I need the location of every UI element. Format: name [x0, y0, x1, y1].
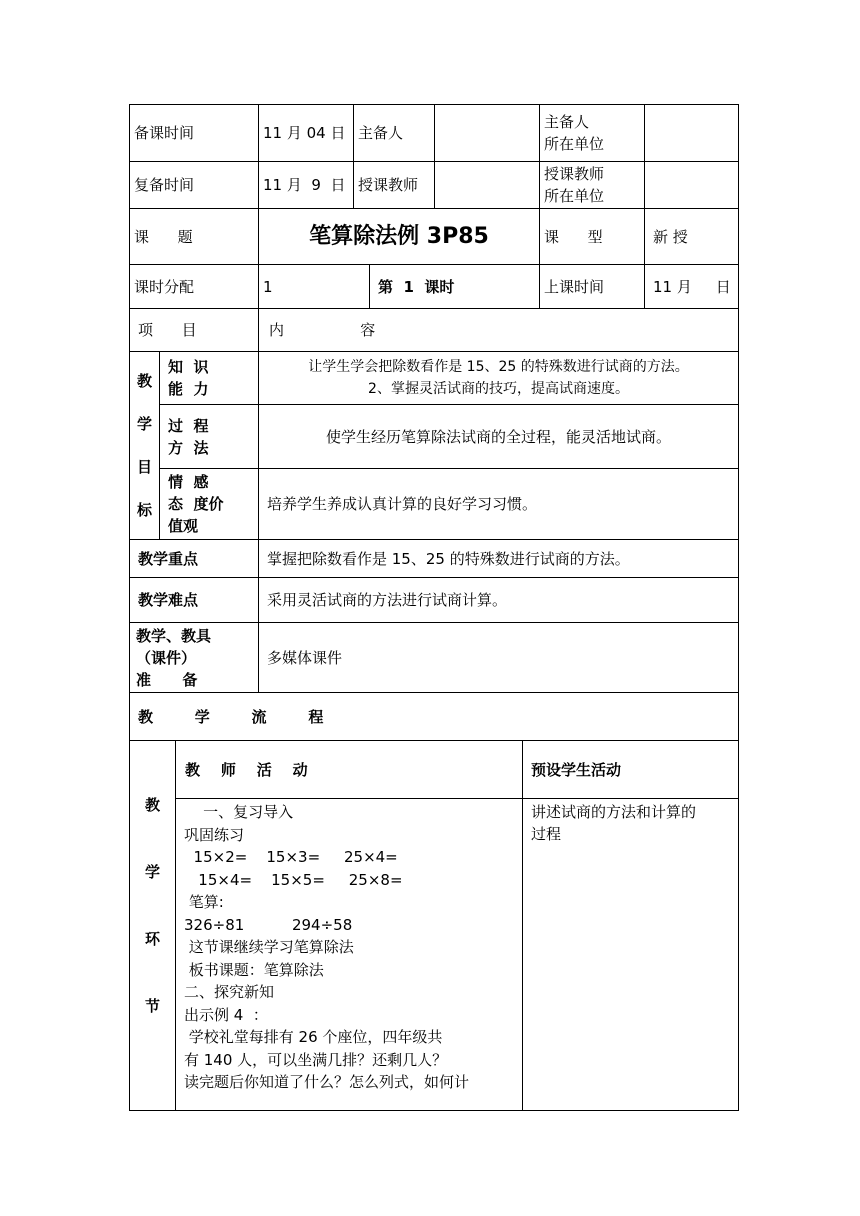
teacher-line: 读完题后你知道了什么？怎么列式，如何计	[184, 1073, 470, 1091]
student-activity-content: 讲述试商的方法和计算的 过程	[522, 798, 739, 1111]
lesson-title: 笔算除法例 3P85	[258, 208, 540, 265]
goals-side-label	[129, 351, 160, 540]
teacher-line: 15×2= 15×3= 25×4=	[184, 848, 398, 866]
flow-title: 教 学 流 程	[129, 692, 739, 741]
teacher-line: 出示例 4 ：	[184, 1005, 268, 1024]
content-header: 内 容	[258, 308, 739, 352]
prep-time-label: 备课时间	[129, 104, 259, 162]
teacher-label: 授课教师	[353, 161, 435, 209]
class-time-label: 上课时间	[539, 264, 645, 309]
period-number: 第 1 课时	[369, 264, 540, 309]
student-activity-header: 预设学生活动	[522, 740, 739, 799]
class-time-value: 11 月 日	[644, 264, 739, 309]
review-time-label: 复备时间	[129, 161, 259, 209]
teacher-line: 二、探究新知	[184, 983, 275, 1001]
key-point-label: 教学重点	[129, 539, 259, 578]
difficulty-text: 采用灵活试商的方法进行试商计算。	[258, 577, 739, 623]
prep-materials-label: 教学、教具 （课件） 准 备	[129, 622, 259, 693]
teacher-line: 巩固练习	[184, 825, 245, 844]
item-header: 项 目	[129, 308, 259, 352]
period-allocation-label: 课时分配	[129, 264, 259, 309]
review-time-value: 11 月 9 日	[258, 161, 354, 209]
teacher-line: 一、复习导入	[184, 803, 294, 821]
teacher-line: 15×4= 15×5= 25×8=	[184, 870, 403, 889]
goals-side-char: 教	[136, 372, 152, 391]
main-preparer-label: 主备人	[353, 104, 435, 162]
knowledge-label: 知 识 能 力	[159, 351, 259, 405]
teacher-line: 326÷81 294÷58	[184, 915, 353, 934]
teacher-unit-value	[644, 161, 739, 209]
preparer-unit-value	[644, 104, 739, 162]
goals-side-char: 学	[136, 415, 152, 434]
emotion-values-label: 情 感 态 度价 值观	[159, 468, 259, 540]
teacher-value	[434, 161, 540, 209]
key-point-text: 掌握把除数看作是 15、25 的特殊数进行试商的方法。	[258, 539, 739, 578]
main-preparer-value	[434, 104, 540, 162]
lesson-type-label: 课 型	[539, 208, 645, 265]
teacher-activity-content	[175, 798, 523, 1111]
emotion-values-text: 培养学生养成认真计算的良好学习习惯。	[258, 468, 739, 540]
process-side-char: 节	[144, 997, 160, 1016]
prep-time-value: 11 月 04 日	[258, 104, 354, 162]
teacher-line: 有 140 人，可以坐满几排？还剩几人？	[184, 1050, 448, 1069]
prep-materials-text: 多媒体课件	[258, 622, 739, 693]
process-side-char: 环	[144, 930, 160, 949]
lesson-type-value: 新 授	[644, 208, 739, 265]
goals-side-char: 目	[136, 457, 152, 476]
period-allocation-value: 1	[258, 264, 370, 309]
difficulty-label: 教学难点	[129, 577, 259, 623]
teacher-line: 板书课题：笔算除法	[184, 960, 324, 979]
teacher-activity-header: 教 师 活 动	[175, 740, 523, 799]
preparer-unit-label: 主备人 所在单位	[539, 104, 645, 162]
process-method-label: 过 程 方 法	[159, 404, 259, 469]
teacher-line: 笔算:	[184, 893, 224, 911]
process-side-label	[129, 740, 176, 1111]
process-side-char: 学	[144, 862, 160, 881]
knowledge-text: 让学生学会把除数看作是 15、25 的特殊数进行试商的方法。 2、掌握灵活试商的技巧，提高试商速度。	[258, 351, 739, 405]
process-method-text: 使学生经历笔算除法试商的全过程，能灵活地试商。	[258, 404, 739, 469]
teacher-line: 学校礼堂每排有 26 个座位，四年级共	[184, 1028, 443, 1046]
teacher-unit-label: 授课教师 所在单位	[539, 161, 645, 209]
process-side-char: 教	[144, 795, 160, 814]
teacher-line: 这节课继续学习笔算除法	[184, 938, 354, 956]
goals-side-char: 标	[136, 500, 152, 519]
topic-label: 课 题	[129, 208, 259, 265]
